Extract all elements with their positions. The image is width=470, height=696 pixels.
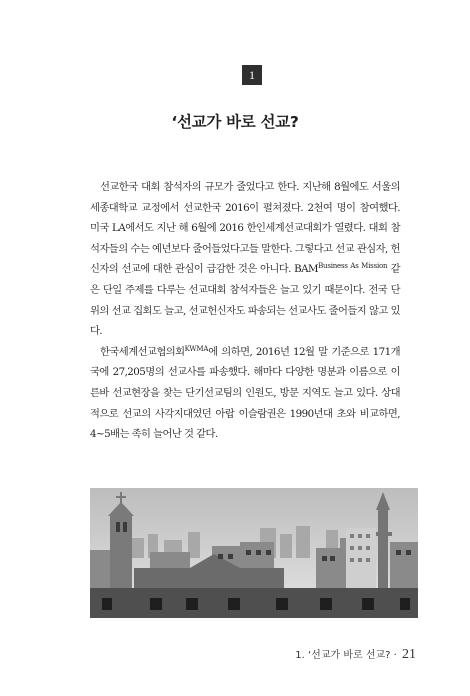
kwma-superscript: KWMA: [184, 344, 209, 353]
chapter-number-box: 1: [242, 65, 262, 85]
body-text: [90, 177, 400, 445]
paragraph-2: [90, 342, 400, 445]
paragraph-1-text-b: 같은 단일 주제를 다루는 선교대회 참석자들은 늘고 있기 때문이다. 전국 단위의 선교 집회도 늘고, 선교헌신자도 파송되는 선교사도 줄어들지 않고 있다.: [90, 263, 400, 338]
paragraph-2-text-a: 한국세계선교협의회: [100, 345, 185, 358]
bam-superscript: Business As Mission: [318, 262, 388, 271]
city-photo: [90, 488, 418, 618]
page-number: 21: [402, 647, 416, 662]
paragraph-2-text-b: 에 의하면, 2016년 12월 말 기준으로 171개국에 27,205명의 선교사를 파송했다. 해마다 다양한 명분과 이름으로 이른바 선교현장을 찾는 단기선교팀의 인원도, 방문 지역도 늘고 있다. 상대적으로 선교의 사각지대였던 아랍 이슬람권은 1990년대 초와 비교하면, 4~5배는 족히 늘어난 것 같다.: [90, 345, 400, 441]
paragraph-1-text-a: 선교한국 대회 참석자의 규모가 줄었다고 한다. 지난해 8월에도 서울의 세종대학교 교정에서 선교한국 2016이 펼쳐졌다. 2천여 명이 참여했다. 미국 LA에서도 지난 해 6월에 2016 한인세계선교대회가 열렸다. 대회 참석자들의 수는 예년보다 줄어들었다고들 말한다. 그렇다고 선교 관심자, 헌신자의 선교에 대한 관심이 급감한 것은 아니다. BAM: [90, 181, 400, 276]
running-head: 1. ‘선교가 바로 선교? ·: [295, 650, 397, 661]
section-title: ‘선교가 바로 선교?: [171, 113, 299, 131]
page-footer: [295, 646, 416, 663]
paragraph-1: [90, 177, 400, 342]
